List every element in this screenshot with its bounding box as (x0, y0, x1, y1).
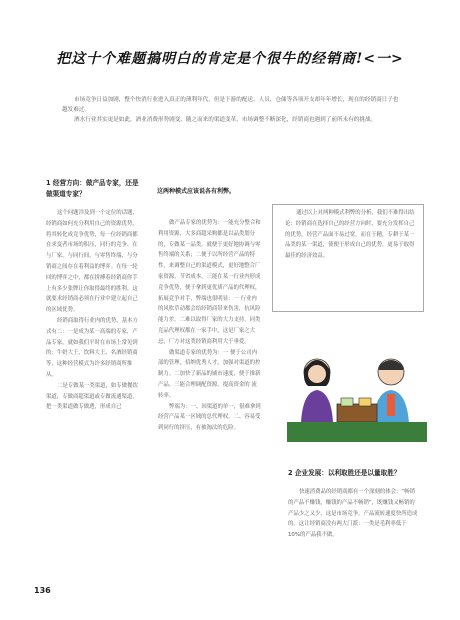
column-a-paragraph: 经销商取得行业内的优势，基本方式有二：一是成为某一高端的专家，产品专家，就如我们平时在市场上常见到的：牛奶大王，饮料大王、名酒经销商等，这种经营模式为许多经销商所推从。 (46, 317, 138, 378)
intro-paragraph: 市场竞争日益加剧，整个快消行业进入真正的薄利年代，但是下游的配送、人员、仓储等各项开支却年年增长，现在的经销商日子也越发难过。 (62, 97, 399, 113)
article-title: 把这十个难题搞明白的肯定是个很牛的经销商!<一> (56, 51, 404, 67)
ground-band (287, 422, 427, 442)
column-b-paragraph: 做渠道专家的优势为：一 便于公司内部的管理，招纳优秀人才，加强对渠道的控制力。二加快了新品的铺市速度，便于推新产品。三能合理调配资源，提高资金的 流转率。 (158, 349, 261, 399)
cartoon-illustration (287, 342, 427, 442)
column-b-paragraph: 做产品专家的优势为：一能充分整合和利用资源，大多商超采购都是以品类划分的，专做某一品类，就便于更好地协调与零售终端的关系；二便于以所经营产品的特性，来调整自己的渠道模式，更好地整合厂家资源，节省成本，三能在某一行业内形成竞争优势，便于拿到更优质产品的代理权，拓展竞争对手，弊端也很明显：一 行业内的风吹草动都会给经销商带来伤害，抗风险能力差。二难以取得厂家的大力支持，同类竞品代理权都在一家手中，这是厂家之大忌，厂方对这类经销商利用大于垂爱。 (158, 220, 261, 345)
column-b-heading: 这两种模式应该说各有利弊。 (157, 188, 236, 195)
column-c-bottom (288, 468, 418, 541)
column-a-paragraph: 这个问题涉及到一个定位的话题，经销商如何充分利用自己的资源优势，将其转化成竞争优势，每一位经销商都在求变者市场的积压，同行的竞争、在与厂家，与同行间，与零售终端，与分销商之间存在着利益的博弈。在每一轮回的博弈之中，都在拼搏着经销商你手上有多少张牌让你取得最终的胜利。这就要求经销商必须在行业中建立起自己的区域优势。 (46, 210, 138, 314)
page-number: 136 (34, 586, 51, 595)
column-c-paragraph: 快速消费品的经销商都有一个深刻的体会：“畅销的产品不赚钱，赚钱的产品不畅销”，既赚钱又畅销的产品少之又少，这是市场竞争，产品流转速度快所造成的。这让经销商没有两大门派：一类是毛利率低于10%的产品我不做。 (288, 489, 418, 539)
woman-figure (301, 359, 333, 422)
man-figure (373, 359, 409, 424)
column-a (46, 178, 140, 413)
section-2-heading: 2 企业发展：以利取胜还是以量取胜？ (288, 469, 401, 477)
section-1-heading: 1 经营方向：做产品专家，还是做渠道专家？ (46, 179, 139, 198)
table-object (337, 398, 377, 422)
intro-paragraph: 酒水行业其实更是如此，酒业消费形势剧变，随之而来的渠道变革，市场调整不断深化，经销商也遇到了前所未有的挑战。 (74, 117, 377, 124)
summary-paragraph: 通过以上对两种模式利弊的分析，我们不难得出结论：经销商在选择自己的经营方向时，要充分发挥自己的优势，经营产品面不易过宽，而在于精，专耕于某一品类的某一渠道，使便于形成自己的优势，更易于取得最佳的经济效益。 (285, 210, 415, 260)
intro-section (62, 96, 402, 127)
column-a-paragraph: 二是专做某一类渠道，如专做餐饮渠道，专做商超渠道或专做流通渠道，把一类渠道做专做透，形成自己 (46, 382, 138, 411)
column-b-paragraph: 弊端为：一、因渠道的单一，很难拿到经营产品某一区域的总代理权。二、容易受到同行的挤压，有被淘汰的危险。 (158, 403, 261, 432)
summary-text (285, 208, 415, 262)
column-b (158, 218, 262, 434)
